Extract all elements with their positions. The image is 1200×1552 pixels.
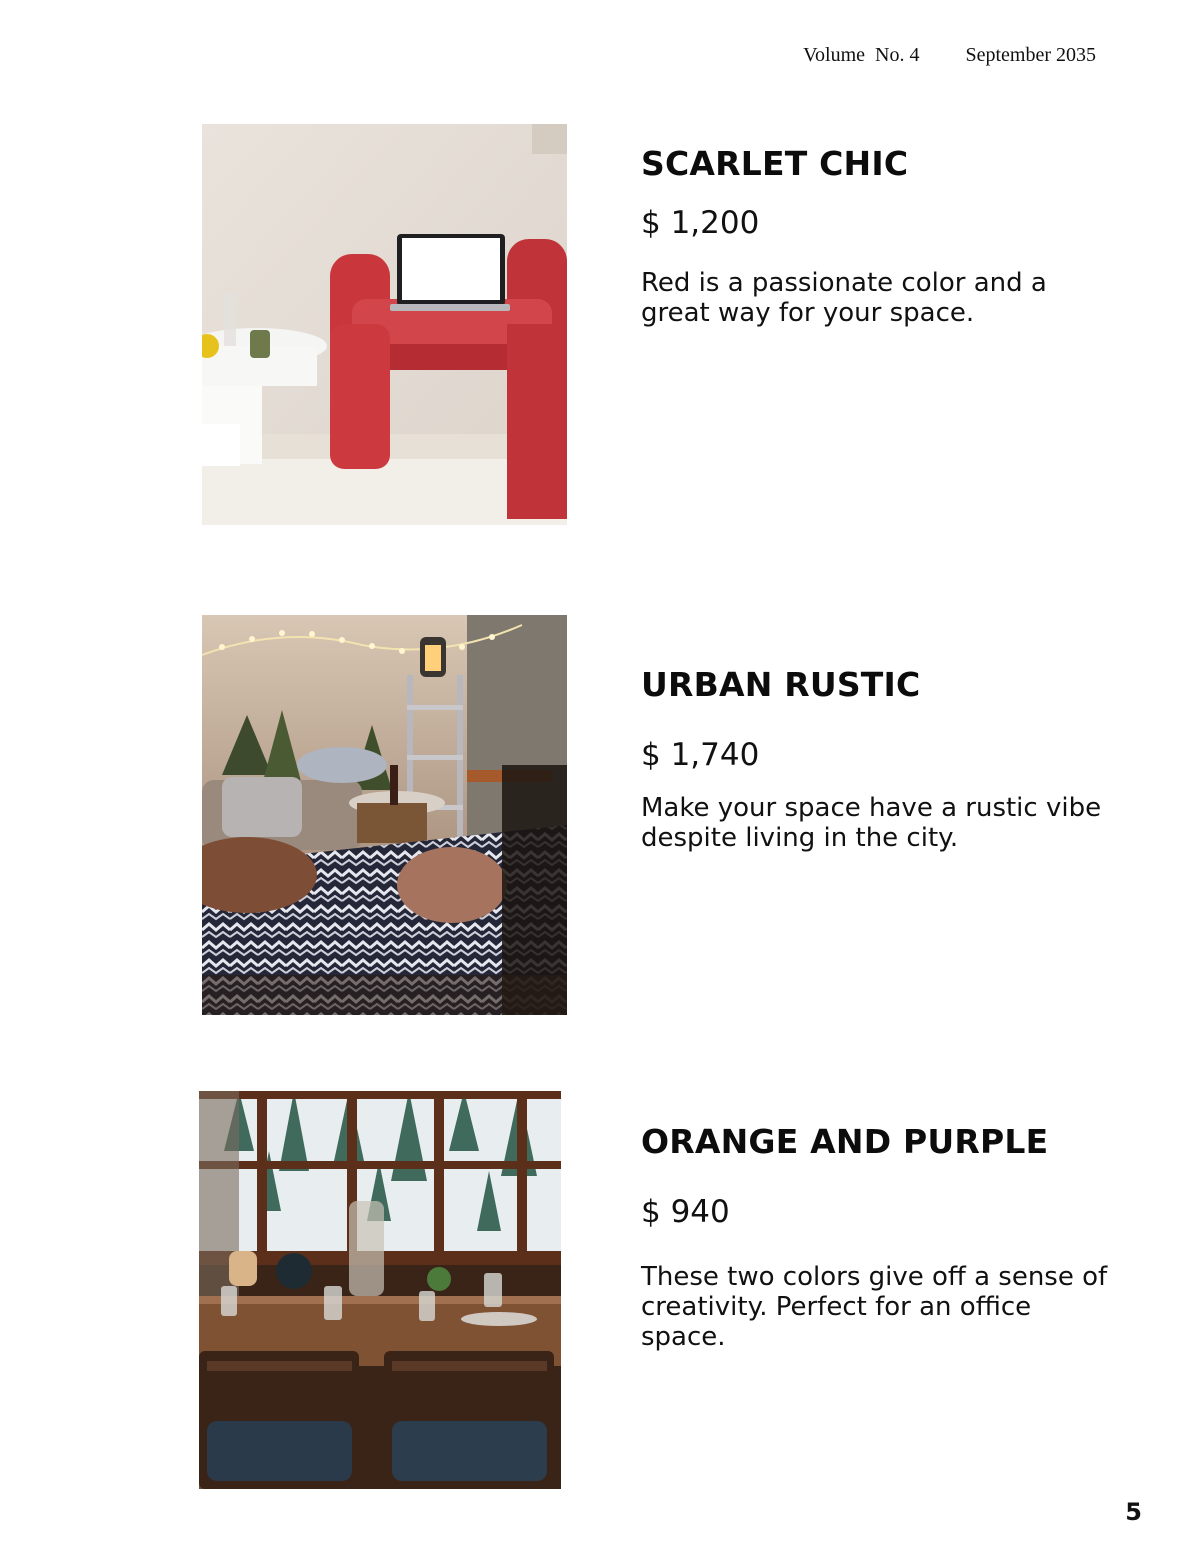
urban-rustic-photo <box>202 615 567 1015</box>
item-description: Red is a passionate color and a great way for your space. <box>641 268 1047 328</box>
item-price: $ 1,740 <box>641 737 760 773</box>
item-description: Make your space have a rustic vibe despite living in the city. <box>641 793 1102 853</box>
item-title: URBAN RUSTIC <box>641 665 921 704</box>
page-number: 5 <box>1125 1498 1142 1526</box>
orange-and-purple-photo <box>199 1091 561 1489</box>
item-title: SCARLET CHIC <box>641 144 909 183</box>
scarlet-chic-photo <box>202 124 567 525</box>
issue-date: September 2035 <box>965 44 1096 66</box>
item-title: ORANGE AND PURPLE <box>641 1122 1049 1161</box>
item-price: $ 940 <box>641 1194 730 1230</box>
item-description: These two colors give off a sense of creativity. Perfect for an office space. <box>641 1262 1108 1352</box>
item-price: $ 1,200 <box>641 205 760 241</box>
volume-label: Volume No. 4 <box>803 44 920 66</box>
page-header <box>803 44 1096 67</box>
